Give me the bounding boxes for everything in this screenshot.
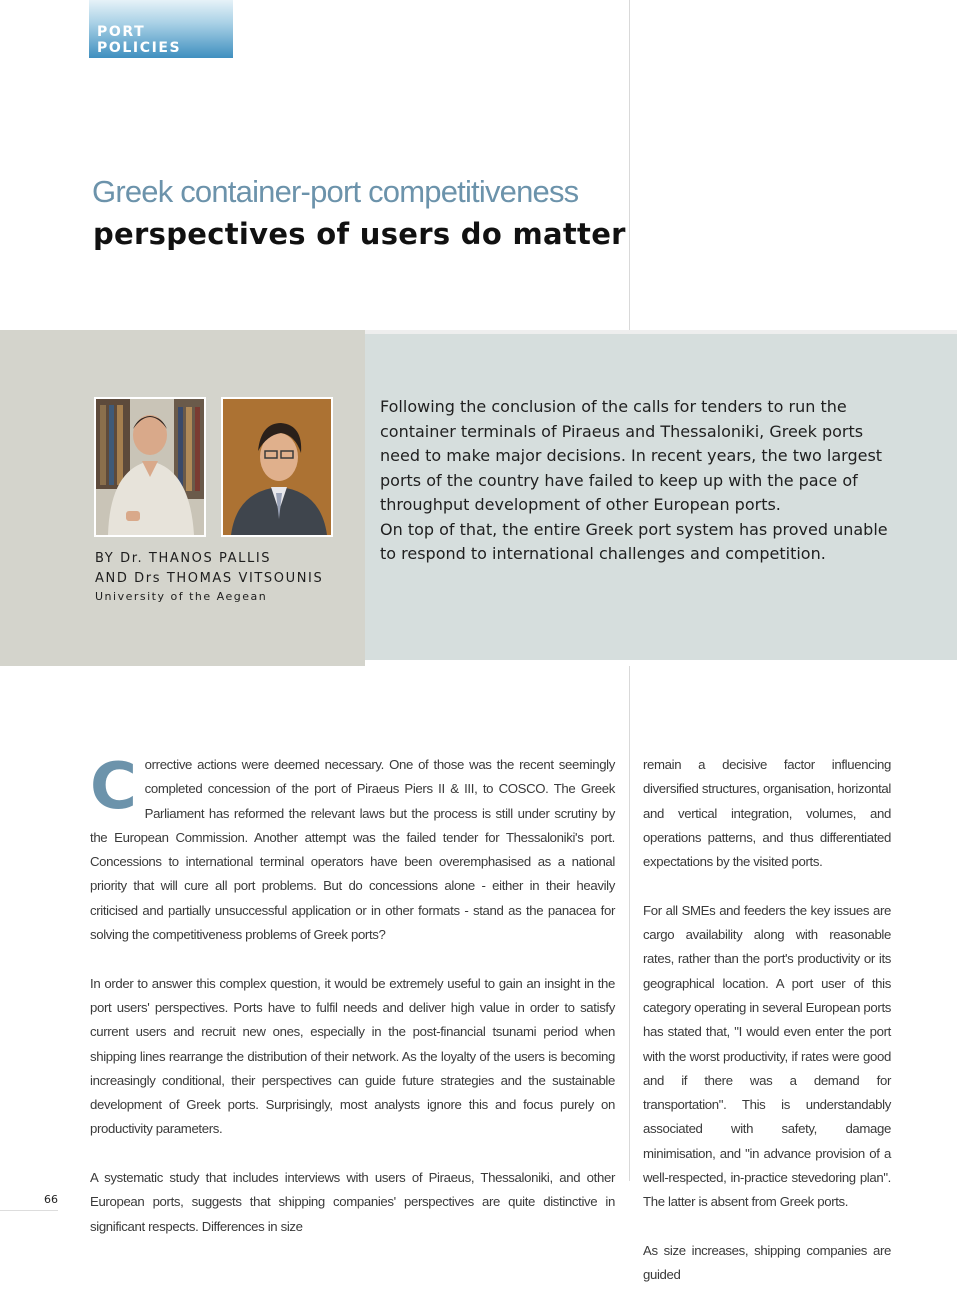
lede-paragraph-2: On top of that, the entire Greek port system has proved unable to respond to international challenges and competition. bbox=[380, 519, 888, 563]
column-divider-bottom bbox=[629, 666, 630, 1181]
article-title: Greek container-port competitiveness bbox=[92, 174, 579, 209]
body-column-2-paragraph-1: remain a decisive factor influencing diversified structures, organisation, horizontal and vertical integration, volumes, and operations patterns, and thus differentiated expectations by the visited ports. bbox=[643, 757, 891, 870]
body-column-2-paragraph-3: As size increases, shipping companies are guided bbox=[643, 1242, 891, 1283]
body-column-2 bbox=[643, 753, 891, 1312]
article-subtitle: perspectives of users do matter bbox=[93, 217, 626, 251]
column-divider-top bbox=[629, 0, 630, 330]
affiliation: University of the Aegean bbox=[95, 590, 268, 603]
body-paragraph-3: A systematic study that includes interviews with users of Piraeus, Thessaloniki, and other European ports, suggests that shipping companies' perspectives are quite distinctive in significant respects. Differences in size bbox=[90, 1170, 615, 1234]
body-paragraph-1-text: orrective actions were deemed necessary. One of those was the recent seemingly completed concession of the port of Piraeus Piers II & III, to COSCO. The Greek Parliament has reformed the relevant laws but the process is still under scrutiny by the European Commission. Another attempt was the failed tender for Thessaloniki's port. Concessions to international terminal operators have been overemphasised as a national priority that will cure all port problems. But do concessions alone - either in their heavily criticised and partially unsuccessful application or in other formats - stand as the panacea for solving the competitiveness problems of Greek ports? bbox=[90, 757, 615, 943]
body-column-1 bbox=[90, 750, 615, 1263]
page-number-rule bbox=[0, 1210, 58, 1211]
section-tab bbox=[89, 0, 233, 58]
author-photo-pallis bbox=[94, 397, 206, 537]
byline-author-2: AND Drs THOMAS VITSOUNIS bbox=[95, 571, 324, 586]
author-photo-vitsounis bbox=[221, 397, 333, 537]
page-number: 66 bbox=[44, 1193, 58, 1206]
body-paragraph bbox=[90, 750, 615, 947]
byline bbox=[95, 549, 323, 589]
body-column-2-paragraph-2: For all SMEs and feeders the key issues are cargo availability along with reasonable rates, rather than the port's productivity or its geographical location. A port user of this category operating in several European ports has stated that, "I would even enter the port with the worst productivity, if rates were good and if there was a demand for transportation". This is understandably associated with safety, damage minimisation, and "in advance provision of a well-respected, in-practice stevedoring plan". The latter is absent from Greek ports. bbox=[643, 902, 891, 1210]
body-paragraph-2: In order to answer this complex question, it would be extremely useful to gain an insight in the port users' perspectives. Ports have to fulfil needs and deliver high value in order to satisfy current users and recruit new ones, especially in the post-financial tsunami period when shipping lines rearrange the distribution of their network. As the loyalty of the users is becoming increasingly conditional, their perspectives can guide future strategies and the sustainable development of Greek ports. Surprisingly, most analysts ignore this and focus purely on productivity parameters. bbox=[90, 975, 615, 1137]
byline-author-1: BY Dr. THANOS PALLIS bbox=[95, 551, 272, 566]
lede bbox=[380, 395, 892, 567]
lede-paragraph-1: Following the conclusion of the calls for tenders to run the container terminals of Piraeus and Thessaloniki, Greek ports need to make major decisions. In recent years, the two largest ports of the country have failed to keep up with the pace of throughput development of other European ports. bbox=[380, 397, 883, 514]
drop-cap: C bbox=[90, 750, 137, 824]
section-label: PORT POLICIES bbox=[97, 24, 182, 56]
